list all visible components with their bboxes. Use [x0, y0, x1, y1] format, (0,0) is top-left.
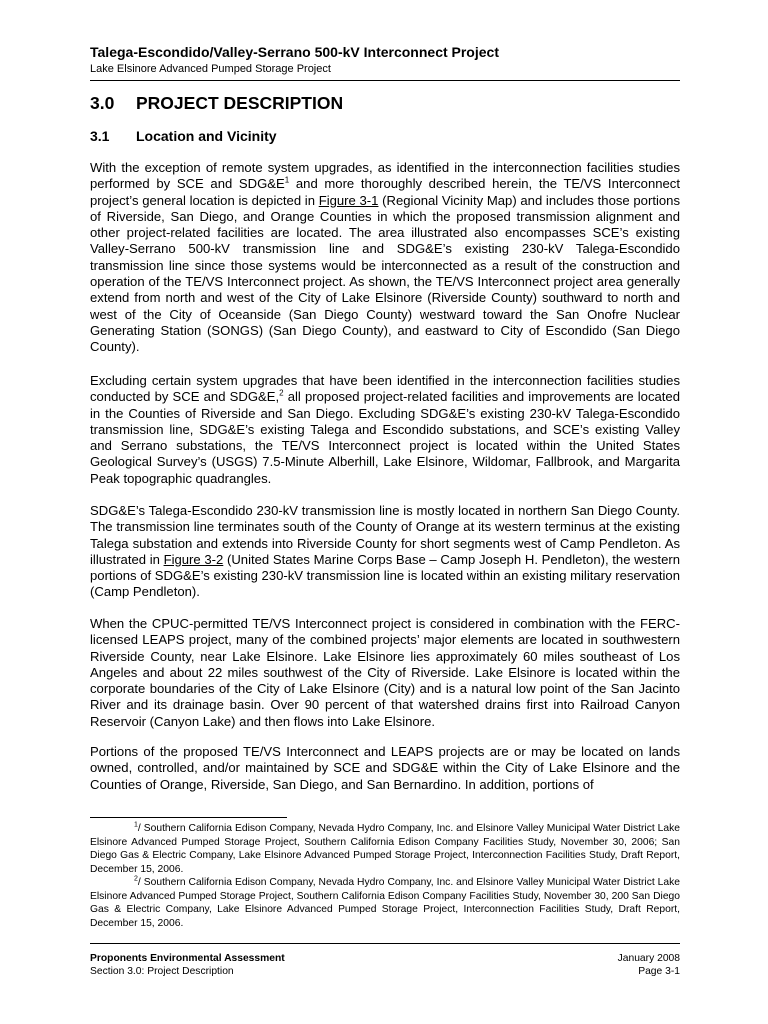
- footnote-1-marker: [90, 822, 141, 836]
- footer-rule: [90, 943, 680, 944]
- section-number: 3.0: [90, 93, 115, 113]
- paragraph-2: [90, 373, 680, 487]
- paragraph-5: Portions of the proposed TE/VS Interconnect and LEAPS projects are or may be located on lands owned, controlled, and/or maintained by SCE and SDG&E within the City of Lake Elsinore and the Counties of Orange, Riverside, San Diego, and San Bernardino. In addition, portions of: [90, 744, 680, 792]
- paragraph-2-text-b: all proposed project-related facilities and improvements are located in the Counties of Riverside and San Diego. Excluding SDG&E’s existing 230-kV Talega-Escondido transmission line, SDG&E’s existing Talega and Escondido substations, and SCE’s existing Valley and Serrano substations, the TE/VS Interconnect project is located within the United States Geological Survey’s (USGS) 7.5-Minute Alberhill, Lake Elsinore, Wildomar, Fallbrook, and Margarita Peak topographic quadrangles.: [90, 389, 680, 486]
- paragraph-1: [90, 160, 680, 356]
- footer-date: January 2008: [617, 953, 680, 964]
- footnote-2: [90, 876, 680, 930]
- paragraph-2-text-a: Excluding certain system upgrades that have been identified in the interconnection facilities studies conducted by SCE and SDG&E,: [90, 373, 680, 405]
- footnote-ref-2[interactable]: 2: [279, 388, 284, 398]
- section-title: PROJECT DESCRIPTION: [136, 93, 344, 113]
- footer-section-label: Section 3.0: Project Description: [90, 966, 234, 977]
- footnote-2-number: 2: [134, 875, 138, 883]
- paragraph-1-text-a: With the exception of remote system upgrades, as identified in the interconnection facilities studies performed by SCE and SDG&E: [90, 160, 680, 192]
- footnote-1-text: Southern California Edison Company, Nevada Hydro Company, Inc. and Elsinore Valley Municipal Water District Lake Elsinore Advanced Pumped Storage Project, Southern California Edison Company Facilities Study, November 30, 2006; San Diego Gas & Electric Company, Lake Elsinore Advanced Pumped Storage Project, Interconnection Facilities Study, Draft Report, December 15, 2006.: [90, 823, 680, 875]
- footer-document-title: Proponents Environmental Assessment: [90, 953, 285, 964]
- footnote-separator: [90, 817, 287, 818]
- section-heading: [90, 93, 343, 114]
- running-header-title: Talega-Escondido/Valley-Serrano 500-kV Interconnect Project: [90, 44, 499, 60]
- subsection-number: 3.1: [90, 128, 110, 144]
- paragraph-3: [90, 503, 680, 601]
- footnote-1-sep: /: [137, 823, 141, 834]
- footnote-1-number: 1: [134, 821, 138, 829]
- running-header-subtitle: Lake Elsinore Advanced Pumped Storage Project: [90, 63, 331, 75]
- footnote-ref-1[interactable]: 1: [284, 175, 290, 185]
- footnote-2-sep: /: [137, 877, 141, 888]
- figure-3-2-link[interactable]: Figure 3-2: [163, 551, 224, 567]
- footnote-2-marker: [90, 876, 141, 890]
- header-rule: [90, 80, 680, 81]
- subsection-title: Location and Vicinity: [136, 128, 277, 144]
- footnote-1: [90, 822, 680, 876]
- paragraph-3-text-b: (United States Marine Corps Base – Camp Joseph H. Pendleton), the western portions of SDG&E’s existing 230-kV transmission line is located within an existing military reservation (Camp Pendleton).: [90, 551, 680, 600]
- paragraph-4: When the CPUC-permitted TE/VS Interconnect project is considered in combination with the FERC-licensed LEAPS project, many of the combined projects’ major elements are located in southwestern Riverside County, near Lake Elsinore. Lake Elsinore lies approximately 60 miles southeast of Los Angeles and about 22 miles southwest of the City of Riverside. Lake Elsinore is located within the corporate boundaries of the City of Lake Elsinore (City) and is a natural low point of the San Jacinto River and its drainage basin. Over 90 percent of that watershed drains first into Railroad Canyon Reservoir (Canyon Lake) and then flows into Lake Elsinore.: [90, 616, 680, 729]
- footnote-2-text: Southern California Edison Company, Nevada Hydro Company, Inc. and Elsinore Valley Municipal Water District Lake Elsinore Advanced Pumped Storage Project, Southern California Edison Company Facilities Study, November 30, 200 San Diego Gas & Electric Company, Lake Elsinore Advanced Pumped Storage Project, Interconnection Facilities Study, Draft Report, December 15, 2006.: [90, 877, 680, 929]
- paragraph-1-text-c: (Regional Vicinity Map) and includes those portions of Riverside, San Diego, and Orange Counties in which the proposed transmission alignment and other project-related facilities are located. The area illustrated also encompasses SCE’s existing Valley-Serrano 500-kV transmission line and SDG&E’s existing 230-kV Talega-Escondido transmission line since those systems would be interconnected as a result of the construction and operation of the TE/VS Interconnect project. As shown, the TE/VS Interconnect project area generally extend from north and west of the City of Lake Elsinore (Riverside County) southward to north and west of the City of Oceanside (San Diego County) westward toward the San Onofre Nuclear Generating Station (SONGS) (San Diego County), and eastward to City of Escondido (San Diego County).: [90, 192, 680, 355]
- paragraph-1-text-b: and more thoroughly described herein, the TE/VS Interconnect project’s general location is depicted in: [90, 176, 680, 208]
- footer-page-number: Page 3-1: [638, 966, 680, 977]
- paragraph-3-text-a: SDG&E’s Talega-Escondido 230-kV transmission line is mostly located in northern San Diego County. The transmission line terminates south of the County of Orange at its western terminus at the existing Talega substation and extends into Riverside County for short segments west of Camp Pendleton. As illustrated in: [90, 503, 680, 567]
- subsection-heading: [90, 128, 277, 144]
- figure-3-1-link[interactable]: Figure 3-1: [318, 192, 379, 208]
